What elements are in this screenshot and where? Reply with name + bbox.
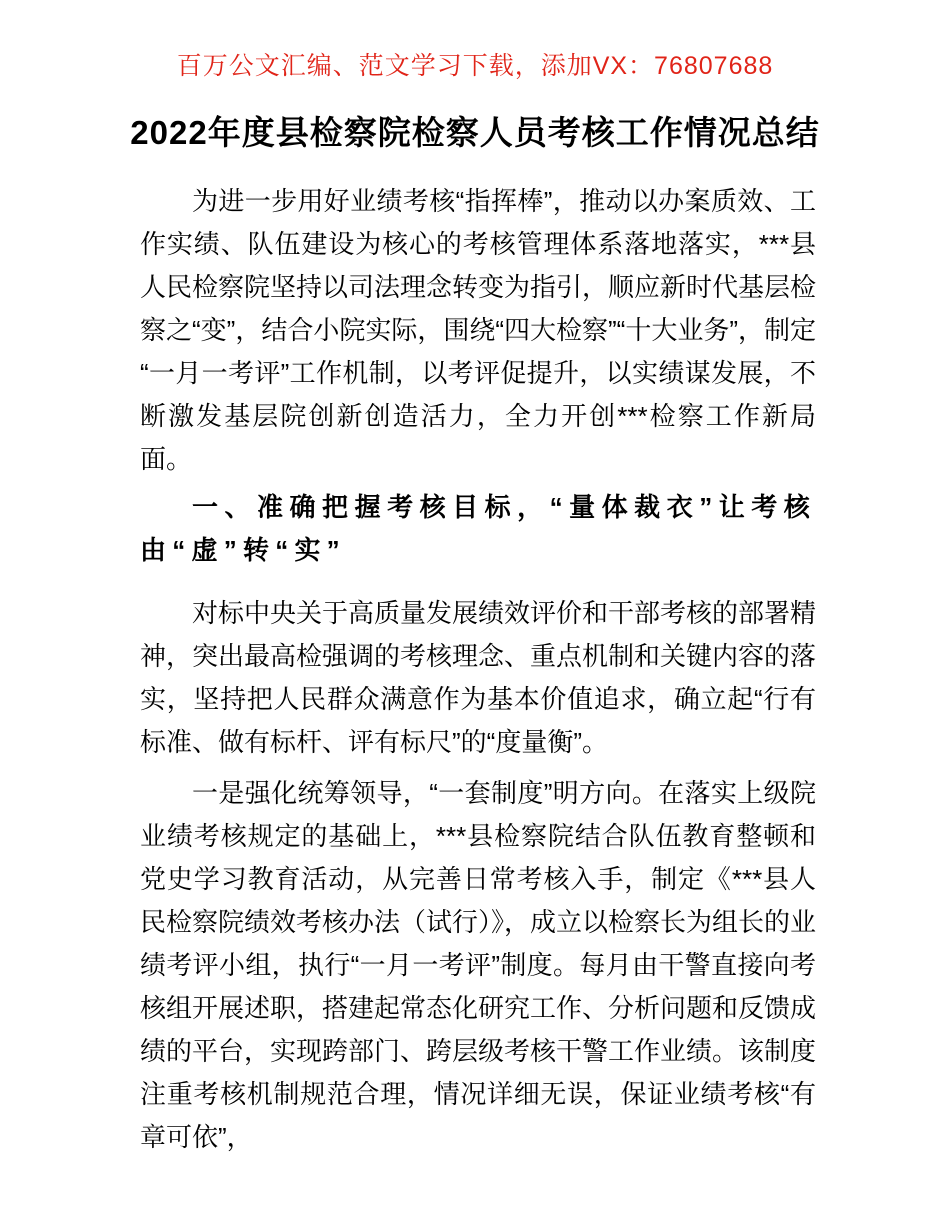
section-heading: 一、准确把握考核目标，“量体裁衣”让考核由“虚”转“实” — [140, 492, 816, 565]
intro-paragraph: 为进一步用好业绩考核“指挥棒”，推动以办案质效、工作实绩、队伍建设为核心的考核管理体系落地落实，***县人民检察院坚持以司法理念转变为指引，顺应新时代基层检察之“变”，结合小院实际，围绕“四大检察”“十大业务”，制定“一月一考评”工作机制，以考评促提升，以实绩谋发展，不断激发基层院创新创造活力，全力开创***检察工作新局面。 — [140, 186, 817, 474]
body-paragraph: 一是强化统筹领导，“一套制度”明方向。在落实上级院业绩考核规定的基础上，***县检察院结合队伍教育整顿和党史学习教育活动，从完善日常考核入手，制定《***县人民检察院绩效考核办法（试行）》，成立以检察长为组长的业绩考评小组，执行“一月一考评”制度。每月由干警直接向考核组开展述职，搭建起常态化研究工作、分析问题和反馈成绩的平台，实现跨部门、跨层级考核干警工作业绩。该制度注重考核机制规范合理，情况详细无误，保证业绩考核“有章可依”， — [140, 778, 817, 1152]
body-paragraph: 对标中央关于高质量发展绩效评价和干部考核的部署精神，突出最高检强调的考核理念、重点机制和关键内容的落实，坚持把人民群众满意作为基本价值追求，确立起“行有标准、做有标杆、评有标尺”的“度量衡”。 — [140, 598, 817, 757]
document-body — [140, 180, 816, 1159]
document-title: 2022年度县检察院检察人员考核工作情况总结 — [130, 114, 820, 151]
promo-banner: 百万公文汇编、范文学习下载，添加VX：76807688 — [176, 52, 774, 80]
